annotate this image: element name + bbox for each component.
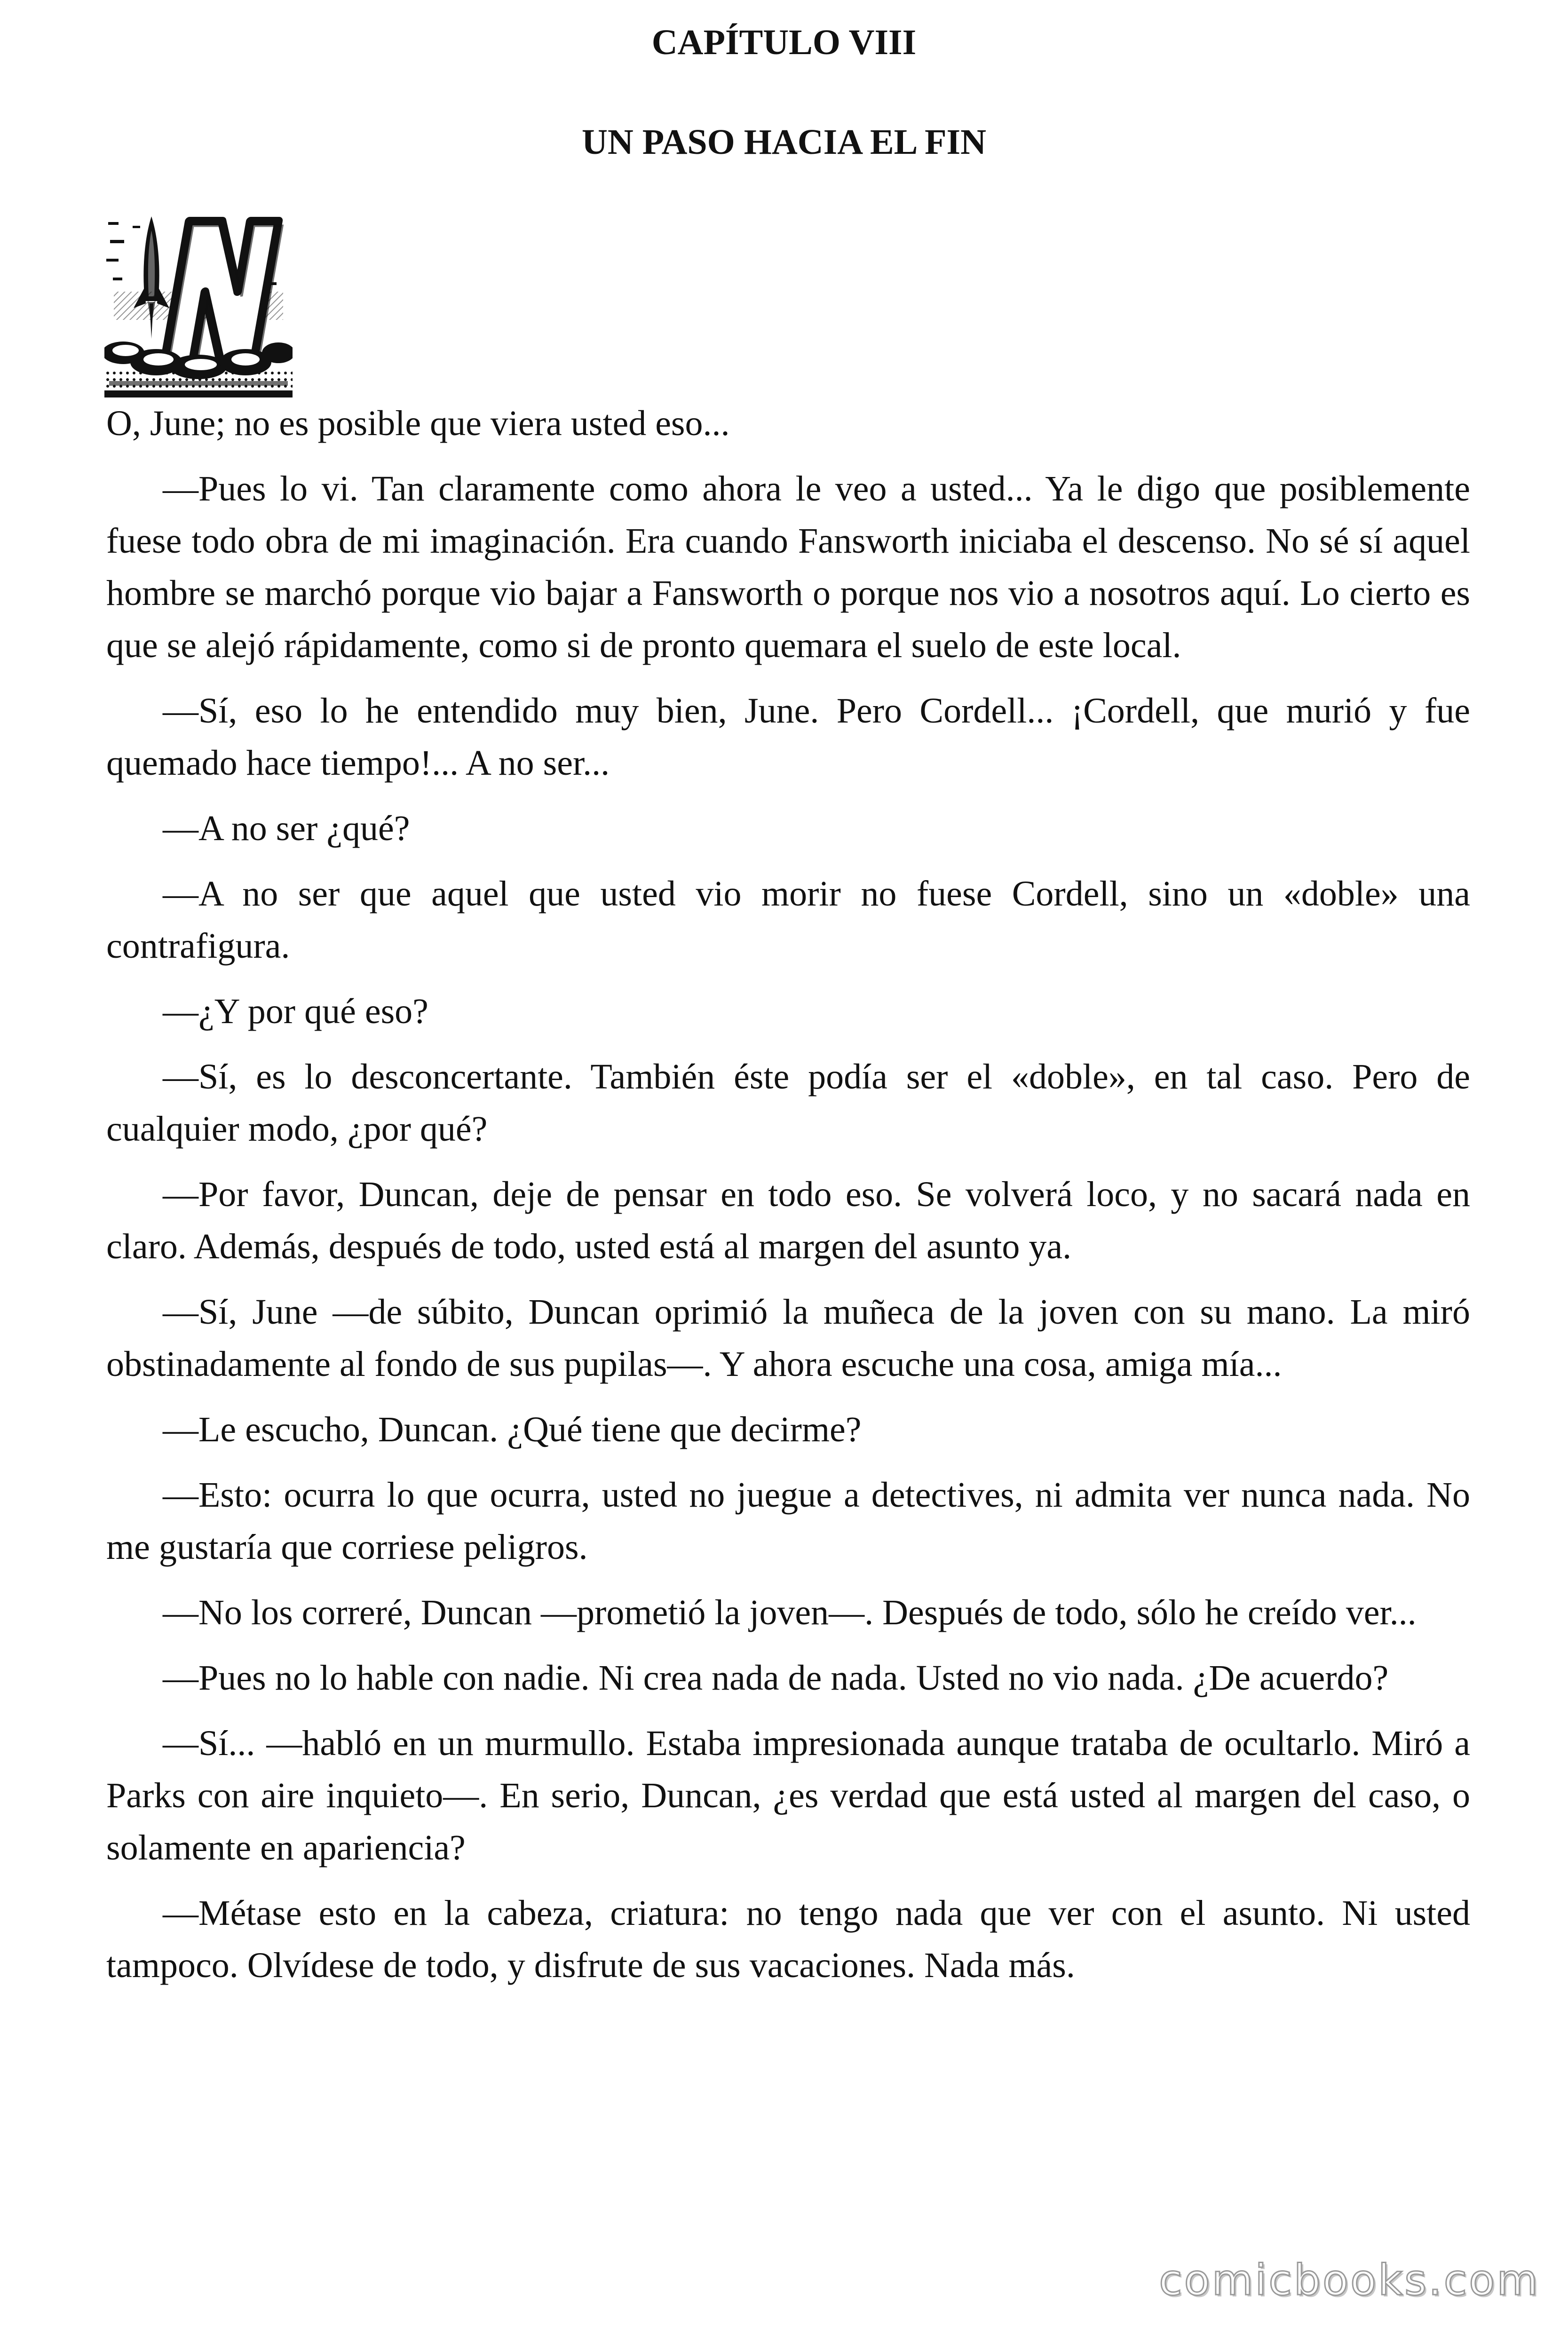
paragraph: —Métase esto en la cabeza, criatura: no tengo nada que ver con el asunto. Ni usted tampoco. Olvídese de todo, y disfrute de sus vacaciones. Nada más. [106, 1893, 1470, 1985]
paragraph: —No los correré, Duncan —prometió la joven—. Después de todo, sólo he creído ver... [163, 1593, 1417, 1632]
chapter-subtitle: UN PASO HACIA EL FIN [581, 122, 987, 162]
paragraph: —Sí... —habló en un murmullo. Estaba impresionada aunque trataba de ocultarlo. Miró a Parks con aire inquieto—. En serio, Duncan, ¿es verdad que está usted al margen del caso, o solamente en apariencia? [106, 1724, 1470, 1867]
paragraph: —Pues lo vi. Tan claramente como ahora le veo a usted... Ya le digo que posiblemente fuese todo obra de mi imaginación. Era cuando Fansworth iniciaba el descenso. No sé sí aquel hombre se marchó porque vio bajar a Fansworth o porque nos vio a nosotros aquí. Lo cierto es que se alejó rápidamente, como si de pronto quemara el suelo de este local. [106, 469, 1470, 665]
paragraph: —Le escucho, Duncan. ¿Qué tiene que decirme? [163, 1410, 862, 1449]
paragraph: —Sí, eso lo he entendido muy bien, June. Pero Cordell... ¡Cordell, que murió y fue quemado hace tiempo!... A no ser... [106, 691, 1470, 783]
paragraph: —A no ser que aquel que usted vio morir no fuese Cordell, sino un «doble» una contrafigura. [106, 874, 1470, 966]
watermark: comicbooks.com [1159, 2256, 1540, 2305]
paragraph: —Por favor, Duncan, deje de pensar en todo eso. Se volverá loco, y no sacará nada en claro. Además, después de todo, usted está al margen del asunto ya. [106, 1175, 1470, 1266]
paragraph: —Sí, es lo desconcertante. También éste podía ser el «doble», en tal caso. Pero de cualquier modo, ¿por qué? [106, 1057, 1470, 1149]
chapter-title: CAPÍTULO VIII [651, 23, 917, 62]
paragraph: O, June; no es posible que viera usted eso... [106, 404, 730, 443]
chapter-body [106, 397, 1470, 2005]
paragraph: —A no ser ¿qué? [163, 809, 410, 848]
paragraph: —¿Y por qué eso? [163, 992, 428, 1031]
paragraph: —Pues no lo hable con nadie. Ni crea nada de nada. Usted no vio nada. ¿De acuerdo? [163, 1658, 1389, 1698]
paragraph: —Sí, June —de súbito, Duncan oprimió la muñeca de la joven con su mano. La miró obstinadamente al fondo de sus pupilas—. Y ahora escuche una cosa, amiga mía... [106, 1292, 1470, 1384]
rocket-dropcap-icon [104, 212, 293, 397]
dropcap-rocket-illustration [104, 212, 293, 397]
paragraph: —Esto: ocurra lo que ocurra, usted no juegue a detectives, ni admita ver nunca nada. No me gustaría que corriese peligros. [106, 1475, 1470, 1567]
